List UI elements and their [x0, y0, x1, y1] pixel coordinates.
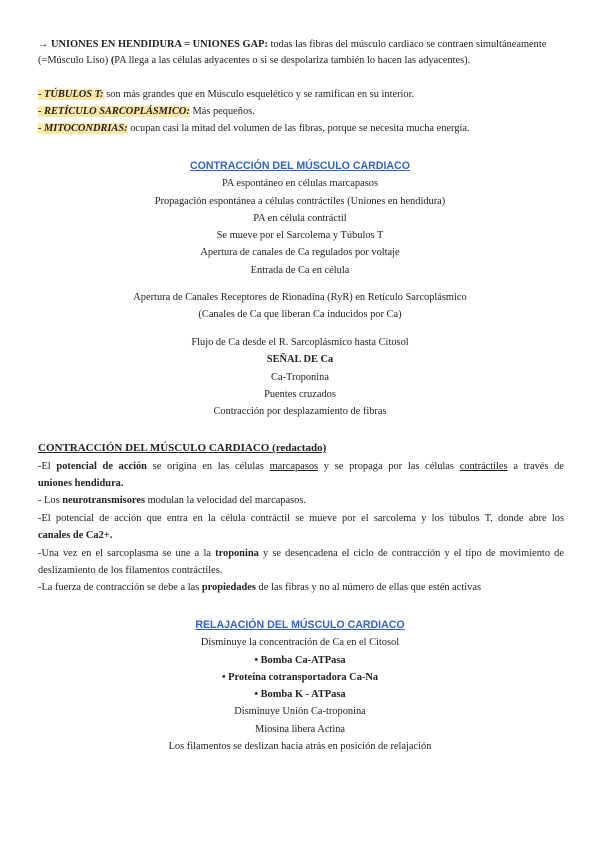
contraction-step: Propagación espontánea a células contráctiles (Uniones en hendidura) — [154, 195, 446, 207]
relaxation-bullet: • Proteína cotransportadora Ca-Na — [221, 671, 379, 683]
contraction-step: Se mueve por el Sarcolema y Túbulos T — [216, 230, 384, 242]
feature-label: - MITOCONDRIAS: — [38, 123, 128, 134]
gap-junctions-text-2c: PA llega a las células adyacentes o si se despolariza también lo hacen las adyacentes). — [114, 55, 471, 66]
text-run: deslizamiento de los filamentos contráctiles. — [38, 565, 223, 576]
gap-junctions-line-1 — [38, 37, 546, 52]
gap-junctions-text-2a: (=Músculo Liso) — [38, 55, 111, 66]
text-run-bold: potencial de acción — [56, 461, 147, 472]
text-run: -El — [38, 461, 57, 472]
relaxation-title: RELAJACIÓN DEL MÚSCULO CARDIACO — [195, 619, 405, 631]
text-run-underline: marcapasos — [269, 461, 319, 472]
gap-junctions-paren: ( — [110, 55, 115, 66]
feature-tubulos — [38, 87, 414, 102]
text-run-underline: contráctiles — [459, 461, 508, 472]
text-run: a través de — [507, 461, 564, 472]
redactado-p5 — [38, 580, 481, 595]
redactado-p3-line1 — [38, 511, 564, 526]
text-run-bold: neurotransmisores — [62, 495, 145, 506]
feature-reticulo — [38, 104, 255, 119]
redactado-title: CONTRACCIÓN DEL MÚSCULO CARDIACO (redactado) — [38, 442, 327, 454]
relaxation-step: Miosina libera Actina — [254, 723, 346, 735]
contraction-group-2 — [0, 289, 600, 324]
text-run: modulan la velocidad del marcapasos. — [145, 495, 306, 506]
relaxation-step: Disminuye Unión Ca-troponina — [234, 706, 366, 718]
text-run: -La fuerza de contracción se debe a las — [38, 582, 202, 593]
gap-junctions-text: todas las fibras del músculo cardiaco se contraen simultáneamente — [267, 39, 547, 50]
contraction-group-3 — [0, 334, 600, 420]
contraction-step: Ca-Troponina — [271, 371, 329, 383]
text-run: y se desencadena el ciclo de contracción y el tipo de movimiento de — [258, 548, 564, 559]
arrow-glyph: → — [38, 39, 51, 50]
contraction-step: (Canales de Ca que liberan Ca inducidos por Ca) — [198, 309, 402, 321]
contraction-step: Apertura de Canales Receptores de Rionadina (RyR) en Retículo Sarcoplásmico — [133, 292, 467, 303]
relaxation-step: Los filamentos se deslizan hacia atrás en posición de relajación — [168, 741, 432, 753]
redactado-p1-line2 — [38, 476, 123, 491]
contraction-step: PA espontáneo en células marcapasos — [221, 178, 378, 190]
relaxation-section — [0, 617, 600, 755]
redactado-p4-line2 — [38, 563, 222, 578]
contraction-step: PA en célula contráctil — [253, 212, 347, 224]
feature-text: Más pequeños. — [189, 106, 255, 117]
feature-label: - TÚBULOS T: — [38, 89, 104, 100]
text-run: de las fibras y no al número de ellas que estén activas — [255, 582, 482, 593]
contraction-step: Entrada de Ca en célula — [250, 264, 350, 276]
text-run: y se propaga por las células — [318, 461, 460, 472]
text-run: se origina en las células — [146, 461, 270, 472]
text-run: - Los — [38, 495, 63, 506]
text-run-bold: propiedades — [201, 582, 256, 593]
text-run-bold: uniones hendidura. — [38, 478, 124, 489]
relaxation-step: Disminuye la concentración de Ca en el Citosol — [200, 637, 400, 649]
redactado-p1-line1 — [38, 459, 564, 474]
redactado-p2 — [38, 493, 306, 508]
contraction-step: Contracción por desplazamiento de fibras — [213, 406, 387, 418]
contraction-step: Puentes cruzados — [264, 388, 336, 400]
redactado-p3-line2 — [38, 528, 112, 543]
redactado-p4-line1 — [38, 546, 564, 561]
feature-mitocondrias — [38, 121, 470, 136]
relaxation-bullet: • Bomba Ca-ATPasa — [254, 654, 346, 666]
text-run-bold: canales de Ca2+. — [38, 530, 113, 541]
feature-label: - RETÍCULO SARCOPLÁSMICO: — [38, 106, 190, 117]
feature-text: son más grandes que en Músculo esquelético y se ramifican en su interior. — [103, 89, 415, 100]
contraction-step: Flujo de Ca desde el R. Sarcoplásmico hasta Citosol — [191, 337, 409, 348]
feature-text: ocupan casi la mitad del volumen de las fibras, porque se necesita mucha energía. — [127, 123, 470, 134]
gap-junctions-line-2 — [38, 53, 470, 68]
text-run-bold: troponina — [215, 548, 259, 559]
relaxation-bullet: • Bomba K - ATPasa — [254, 689, 346, 701]
contraction-title: CONTRACCIÓN DEL MÚSCULO CARDIACO — [190, 160, 410, 172]
contraction-step: Apertura de canales de Ca regulados por voltaje — [200, 247, 400, 259]
text-run: -El potencial de acción que entra en la célula contráctil se mueve por el sarcolema y los túbulos T, donde abre los — [38, 513, 564, 524]
contraction-section — [0, 158, 600, 279]
text-run: -Una vez en el sarcoplasma se une a la — [38, 548, 216, 559]
calcium-signal-label: SEÑAL DE Ca — [266, 354, 334, 366]
gap-junctions-title: UNIONES EN HENDIDURA = UNIONES GAP: — [51, 39, 268, 50]
